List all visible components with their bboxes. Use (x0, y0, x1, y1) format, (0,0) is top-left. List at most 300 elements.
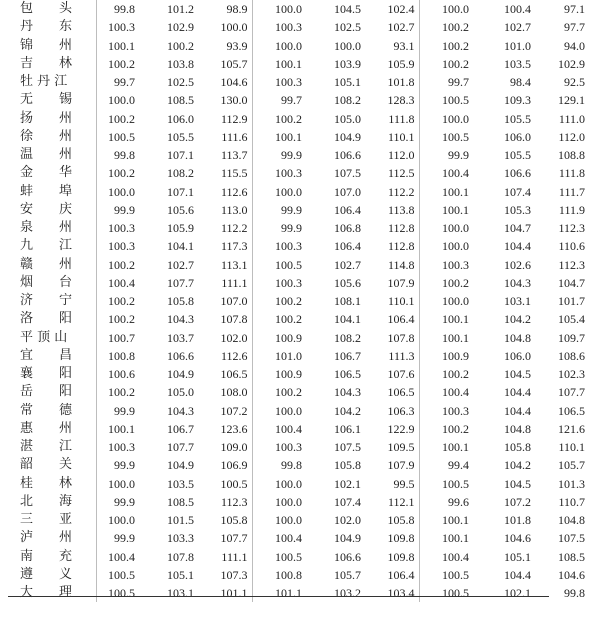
city-name-cell: 吉 林 (20, 55, 73, 71)
index-value-cell: 100.4 (252, 529, 306, 547)
index-value-cell: 107.4 (334, 494, 361, 509)
index-value-cell: 108.5 (558, 549, 585, 564)
index-value-cell: 112.0 (387, 148, 415, 163)
city-name-cell: 蚌 埠 (20, 183, 73, 199)
index-value-cell: 101.2 (167, 2, 194, 17)
index-value-cell: 104.3 (504, 275, 531, 290)
index-value-cell: 100.5 (419, 128, 473, 146)
index-value-cell: 101.1 (220, 586, 248, 601)
city-name-cell: 安 庆 (20, 201, 73, 217)
index-value-cell: 100.1 (96, 420, 139, 438)
index-value-cell: 108.5 (167, 494, 194, 509)
index-value-cell: 112.2 (387, 184, 415, 199)
index-value-cell: 105.8 (387, 513, 415, 528)
table-row (8, 91, 589, 109)
index-value-cell: 100.2 (96, 292, 139, 310)
index-value-cell: 107.2 (220, 403, 248, 418)
index-value-cell: 111.0 (558, 111, 585, 126)
index-value-cell: 100.5 (252, 256, 306, 274)
index-value-cell: 105.7 (558, 458, 585, 473)
city-name-cell: 韶 关 (20, 457, 73, 473)
table-row (8, 201, 589, 219)
index-value-cell: 100.3 (252, 73, 306, 91)
city-name-cell: 惠 州 (20, 420, 73, 436)
city-name-cell: 襄 阳 (20, 366, 73, 382)
index-value-cell: 100.1 (419, 329, 473, 347)
index-value-cell: 122.9 (387, 421, 415, 436)
index-value-cell: 103.4 (387, 586, 415, 601)
index-value-cell: 100.3 (96, 237, 139, 255)
index-value-cell: 93.1 (393, 38, 415, 53)
index-value-cell: 100.4 (419, 383, 473, 401)
city-name-cell: 无 锡 (20, 92, 73, 108)
index-value-cell: 102.5 (167, 75, 194, 90)
city-name-cell: 平 顶 山 (20, 329, 68, 345)
city-name-cell: 丹 东 (20, 19, 73, 35)
index-value-cell: 100.0 (96, 183, 139, 201)
table-row (8, 73, 589, 91)
index-value-cell: 104.3 (167, 312, 194, 327)
index-value-cell: 107.5 (558, 531, 585, 546)
index-value-cell: 106.5 (334, 367, 361, 382)
index-value-cell: 112.6 (220, 184, 248, 199)
index-value-cell: 101.8 (504, 513, 531, 528)
index-value-cell: 102.9 (558, 56, 585, 71)
index-value-cell: 104.7 (558, 275, 585, 290)
table-row (8, 55, 589, 73)
index-value-cell: 105.7 (334, 567, 361, 582)
index-value-cell: 107.1 (167, 148, 194, 163)
index-value-cell: 92.5 (564, 75, 585, 90)
index-value-cell: 105.9 (167, 221, 194, 236)
index-value-cell: 104.4 (504, 403, 531, 418)
index-value-cell: 100.5 (252, 548, 306, 566)
index-value-cell: 121.6 (558, 421, 585, 436)
table-row (8, 128, 589, 146)
index-value-cell: 99.9 (96, 456, 139, 474)
city-name-cell: 扬 州 (20, 110, 73, 126)
index-value-cell: 99.9 (96, 402, 139, 420)
index-value-cell: 100.0 (252, 37, 306, 55)
table-row (8, 566, 589, 584)
index-value-cell: 100.1 (96, 37, 139, 55)
index-value-cell: 101.0 (504, 38, 531, 53)
index-value-cell: 112.3 (220, 494, 248, 509)
index-value-cell: 103.8 (167, 56, 194, 71)
index-value-cell: 100.2 (96, 310, 139, 328)
index-value-cell: 100.0 (252, 475, 306, 493)
index-value-cell: 105.1 (167, 567, 194, 582)
index-value-cell: 106.6 (334, 549, 361, 564)
index-value-cell: 104.5 (334, 2, 361, 17)
table-row (8, 310, 589, 328)
index-value-cell: 107.7 (167, 440, 194, 455)
index-value-cell: 100.5 (419, 475, 473, 493)
index-value-cell: 112.5 (387, 166, 415, 181)
index-value-cell: 111.3 (388, 348, 415, 363)
index-value-cell: 104.1 (167, 239, 194, 254)
index-value-cell: 101.5 (167, 513, 194, 528)
index-value-cell: 109.5 (387, 440, 415, 455)
index-value-cell: 97.1 (564, 2, 585, 17)
index-value-cell: 105.8 (220, 513, 248, 528)
index-value-cell: 100.4 (419, 164, 473, 182)
index-value-cell: 100.3 (252, 438, 306, 456)
index-value-cell: 100.2 (167, 38, 194, 53)
index-value-cell: 114.8 (387, 257, 415, 272)
index-value-cell: 107.5 (334, 166, 361, 181)
index-value-cell: 104.2 (504, 312, 531, 327)
table-row (8, 529, 589, 547)
index-value-cell: 113.1 (220, 257, 248, 272)
index-value-cell: 99.9 (252, 201, 306, 219)
index-value-cell: 107.9 (387, 458, 415, 473)
index-value-cell: 113.0 (220, 202, 248, 217)
index-value-cell: 107.8 (220, 312, 248, 327)
index-value-cell: 102.1 (504, 586, 531, 601)
index-value-cell: 100.0 (96, 511, 139, 529)
index-value-cell: 99.8 (252, 456, 306, 474)
index-value-cell: 100.4 (419, 548, 473, 566)
index-value-cell: 102.0 (334, 513, 361, 528)
index-value-cell: 104.2 (334, 403, 361, 418)
index-value-cell: 108.2 (334, 330, 361, 345)
index-value-cell: 112.2 (220, 221, 248, 236)
index-value-cell: 111.7 (558, 184, 585, 199)
index-value-cell: 105.3 (504, 202, 531, 217)
index-value-cell: 112.3 (558, 257, 585, 272)
table-row (8, 0, 589, 18)
index-value-cell: 103.5 (504, 56, 531, 71)
index-value-cell: 111.8 (388, 111, 415, 126)
index-value-cell: 99.9 (96, 201, 139, 219)
city-name-cell: 牡 丹 江 (20, 74, 68, 90)
index-value-cell: 101.1 (252, 584, 306, 602)
index-value-cell: 109.7 (558, 330, 585, 345)
table-row (8, 37, 589, 55)
index-value-cell: 98.4 (510, 75, 531, 90)
table-bottom-rule (8, 596, 549, 597)
index-value-cell: 106.7 (334, 348, 361, 363)
index-value-cell: 113.7 (220, 148, 248, 163)
index-value-cell: 100.9 (419, 347, 473, 365)
index-value-cell: 99.9 (252, 219, 306, 237)
index-value-cell: 107.0 (334, 184, 361, 199)
index-value-cell: 102.5 (334, 20, 361, 35)
index-value-cell: 104.8 (558, 513, 585, 528)
index-value-cell: 100.2 (96, 55, 139, 73)
index-value-cell: 100.2 (252, 110, 306, 128)
index-value-cell: 100.8 (96, 347, 139, 365)
index-value-cell: 107.4 (504, 184, 531, 199)
index-value-cell: 100.5 (419, 566, 473, 584)
index-value-cell: 104.8 (504, 330, 531, 345)
index-value-cell: 102.7 (387, 20, 415, 35)
index-value-cell: 105.4 (558, 312, 585, 327)
index-value-cell: 105.9 (387, 56, 415, 71)
index-value-cell: 93.9 (226, 38, 248, 53)
index-value-cell: 104.6 (558, 567, 585, 582)
index-value-cell: 100.2 (252, 292, 306, 310)
index-value-cell: 107.7 (558, 385, 585, 400)
index-value-cell: 107.2 (504, 494, 531, 509)
city-name-cell: 金 华 (20, 165, 73, 181)
index-value-cell: 111.9 (558, 202, 585, 217)
index-value-cell: 100.2 (96, 164, 139, 182)
city-name-cell: 温 州 (20, 147, 73, 163)
index-value-cell: 106.0 (167, 111, 194, 126)
table-row (8, 146, 589, 164)
index-value-cell: 110.1 (387, 294, 415, 309)
index-value-cell: 103.3 (167, 531, 194, 546)
index-value-cell: 130.0 (220, 93, 248, 108)
index-value-cell: 100.3 (96, 18, 139, 36)
table-row (8, 329, 589, 347)
index-value-cell: 109.8 (387, 531, 415, 546)
index-value-cell: 106.7 (167, 421, 194, 436)
index-value-cell: 101.8 (387, 75, 415, 90)
index-value-cell: 129.1 (558, 93, 585, 108)
table-row (8, 347, 589, 365)
index-value-cell: 113.8 (387, 202, 415, 217)
city-name-cell: 济 宁 (20, 293, 73, 309)
index-value-cell: 105.5 (504, 148, 531, 163)
index-value-cell: 99.8 (96, 0, 139, 18)
index-value-cell: 100.5 (419, 584, 473, 602)
city-name-cell: 岳 阳 (20, 384, 73, 400)
index-value-cell: 100.0 (334, 38, 361, 53)
index-value-cell: 106.0 (504, 348, 531, 363)
index-value-cell: 100.2 (419, 420, 473, 438)
table-row (8, 420, 589, 438)
index-value-cell: 105.0 (334, 111, 361, 126)
index-value-cell: 108.2 (334, 93, 361, 108)
table-row (8, 164, 589, 182)
index-value-cell: 99.9 (96, 529, 139, 547)
index-value-cell: 104.5 (504, 476, 531, 491)
city-name-cell: 三 亚 (20, 512, 73, 528)
index-value-cell: 100.2 (252, 310, 306, 328)
index-value-cell: 101.7 (558, 294, 585, 309)
city-name-cell: 泉 州 (20, 220, 73, 236)
index-value-cell: 105.1 (334, 75, 361, 90)
index-value-cell: 112.1 (387, 494, 415, 509)
index-value-cell: 100.7 (96, 329, 139, 347)
index-value-cell: 112.9 (220, 111, 248, 126)
index-value-cell: 106.8 (334, 221, 361, 236)
index-value-cell: 102.6 (504, 257, 531, 272)
index-value-cell: 106.6 (504, 166, 531, 181)
index-value-cell: 100.5 (96, 128, 139, 146)
table-row (8, 548, 589, 566)
index-value-cell: 111.1 (221, 275, 248, 290)
index-value-cell: 100.9 (252, 365, 306, 383)
index-value-cell: 102.0 (220, 330, 248, 345)
table-row (8, 402, 589, 420)
city-name-cell: 赣 州 (20, 256, 73, 272)
index-value-cell: 100.6 (96, 365, 139, 383)
index-value-cell: 100.1 (252, 55, 306, 73)
index-value-cell: 100.2 (419, 37, 473, 55)
index-value-cell: 104.7 (504, 221, 531, 236)
index-value-cell: 99.7 (419, 73, 473, 91)
index-value-cell: 112.8 (387, 221, 415, 236)
index-value-cell: 104.5 (504, 367, 531, 382)
index-value-cell: 106.5 (558, 403, 585, 418)
index-value-cell: 99.7 (96, 73, 139, 91)
index-value-cell: 109.0 (220, 440, 248, 455)
index-value-cell: 101.3 (558, 476, 585, 491)
index-value-cell: 99.8 (96, 146, 139, 164)
index-value-cell: 100.2 (419, 55, 473, 73)
index-value-cell: 104.9 (334, 129, 361, 144)
index-value-cell: 100.3 (96, 438, 139, 456)
index-value-cell: 102.3 (558, 367, 585, 382)
index-value-cell: 106.4 (334, 202, 361, 217)
table-row (8, 237, 589, 255)
index-value-cell: 104.4 (504, 385, 531, 400)
city-name-cell: 烟 台 (20, 274, 73, 290)
index-value-cell: 100.1 (419, 310, 473, 328)
index-value-cell: 102.7 (167, 257, 194, 272)
index-value-cell: 106.1 (334, 421, 361, 436)
index-value-cell: 100.0 (419, 292, 473, 310)
index-value-cell: 100.1 (252, 128, 306, 146)
index-value-cell: 108.2 (167, 166, 194, 181)
index-value-cell: 104.4 (504, 567, 531, 582)
table-row (8, 438, 589, 456)
index-value-cell: 103.1 (504, 294, 531, 309)
index-value-cell: 109.3 (504, 93, 531, 108)
table-row (8, 183, 589, 201)
table-row (8, 292, 589, 310)
index-value-cell: 100.0 (220, 20, 248, 35)
index-value-cell: 105.6 (334, 275, 361, 290)
index-value-cell: 104.9 (334, 531, 361, 546)
index-value-cell: 103.9 (334, 56, 361, 71)
price-index-table-page (8, 0, 585, 602)
city-name-cell: 常 德 (20, 402, 73, 418)
index-value-cell: 100.0 (252, 402, 306, 420)
index-value-cell: 100.2 (252, 383, 306, 401)
table-row (8, 475, 589, 493)
city-name-cell: 南 充 (20, 548, 73, 564)
table-row (8, 511, 589, 529)
index-value-cell: 100.2 (419, 365, 473, 383)
index-value-cell: 100.0 (419, 110, 473, 128)
index-value-cell: 99.9 (252, 146, 306, 164)
index-value-cell: 104.9 (167, 367, 194, 382)
index-value-cell: 102.7 (504, 20, 531, 35)
index-value-cell: 105.8 (167, 294, 194, 309)
index-value-cell: 107.8 (167, 549, 194, 564)
city-name-cell: 徐 州 (20, 128, 73, 144)
index-value-cell: 105.7 (220, 56, 248, 71)
index-value-cell: 99.9 (419, 146, 473, 164)
index-value-cell: 104.6 (504, 531, 531, 546)
index-value-cell: 115.5 (220, 166, 248, 181)
index-value-cell: 107.9 (387, 275, 415, 290)
index-value-cell: 111.1 (221, 549, 248, 564)
index-value-cell: 109.8 (387, 549, 415, 564)
index-value-cell: 105.8 (504, 440, 531, 455)
index-value-cell: 100.4 (252, 420, 306, 438)
index-value-cell: 107.1 (167, 184, 194, 199)
index-value-cell: 107.0 (220, 294, 248, 309)
table-row (8, 219, 589, 237)
index-value-cell: 100.3 (252, 274, 306, 292)
index-value-cell: 102.4 (387, 2, 415, 17)
table-row (8, 274, 589, 292)
index-value-cell: 94.0 (564, 38, 585, 53)
index-value-cell: 103.7 (167, 330, 194, 345)
index-value-cell: 106.5 (220, 367, 248, 382)
index-value-cell: 111.8 (558, 166, 585, 181)
index-value-cell: 104.9 (167, 458, 194, 473)
index-value-cell: 110.1 (558, 440, 585, 455)
index-value-cell: 97.7 (564, 20, 585, 35)
index-value-cell: 107.7 (167, 275, 194, 290)
index-value-cell: 100.3 (252, 18, 306, 36)
table-row (8, 584, 589, 602)
index-value-cell: 99.8 (564, 586, 585, 601)
index-value-cell: 112.8 (387, 239, 415, 254)
index-value-cell: 108.5 (167, 93, 194, 108)
index-value-cell: 105.8 (334, 458, 361, 473)
index-value-cell: 100.8 (252, 566, 306, 584)
index-value-cell: 103.2 (334, 586, 361, 601)
index-value-cell: 100.1 (419, 511, 473, 529)
table-row (8, 493, 589, 511)
city-name-cell: 九 江 (20, 238, 73, 254)
index-value-cell: 101.0 (252, 347, 306, 365)
index-value-cell: 100.3 (252, 164, 306, 182)
index-value-cell: 100.1 (419, 529, 473, 547)
index-value-cell: 111.6 (221, 129, 248, 144)
index-value-cell: 100.1 (419, 201, 473, 219)
index-value-cell: 112.0 (558, 129, 585, 144)
index-value-cell: 107.3 (220, 567, 248, 582)
city-name-cell: 泸 州 (20, 530, 73, 546)
table-body (8, 0, 589, 602)
index-value-cell: 100.2 (419, 274, 473, 292)
index-value-cell: 100.4 (96, 274, 139, 292)
index-value-cell: 100.2 (96, 110, 139, 128)
city-name-cell: 洛 阳 (20, 311, 73, 327)
index-value-cell: 98.9 (226, 2, 248, 17)
index-value-cell: 107.5 (334, 440, 361, 455)
index-value-cell: 105.5 (504, 111, 531, 126)
city-name-cell: 遵 义 (20, 566, 73, 582)
index-value-cell: 104.6 (220, 75, 248, 90)
index-value-cell: 102.1 (334, 476, 361, 491)
index-value-cell: 100.0 (96, 475, 139, 493)
city-name-cell: 北 海 (20, 493, 73, 509)
index-value-cell: 100.4 (96, 548, 139, 566)
city-name-cell: 宜 昌 (20, 347, 73, 363)
index-value-cell: 100.2 (96, 256, 139, 274)
index-value-cell: 99.9 (96, 493, 139, 511)
index-value-cell: 100.5 (96, 566, 139, 584)
index-value-cell: 100.1 (419, 438, 473, 456)
index-value-cell: 106.0 (504, 129, 531, 144)
index-value-cell: 100.3 (419, 402, 473, 420)
index-value-cell: 110.1 (387, 129, 415, 144)
index-value-cell: 107.6 (387, 367, 415, 382)
city-name-cell: 锦 州 (20, 37, 73, 53)
index-value-cell: 104.4 (504, 239, 531, 254)
index-value-cell: 100.5 (419, 91, 473, 109)
